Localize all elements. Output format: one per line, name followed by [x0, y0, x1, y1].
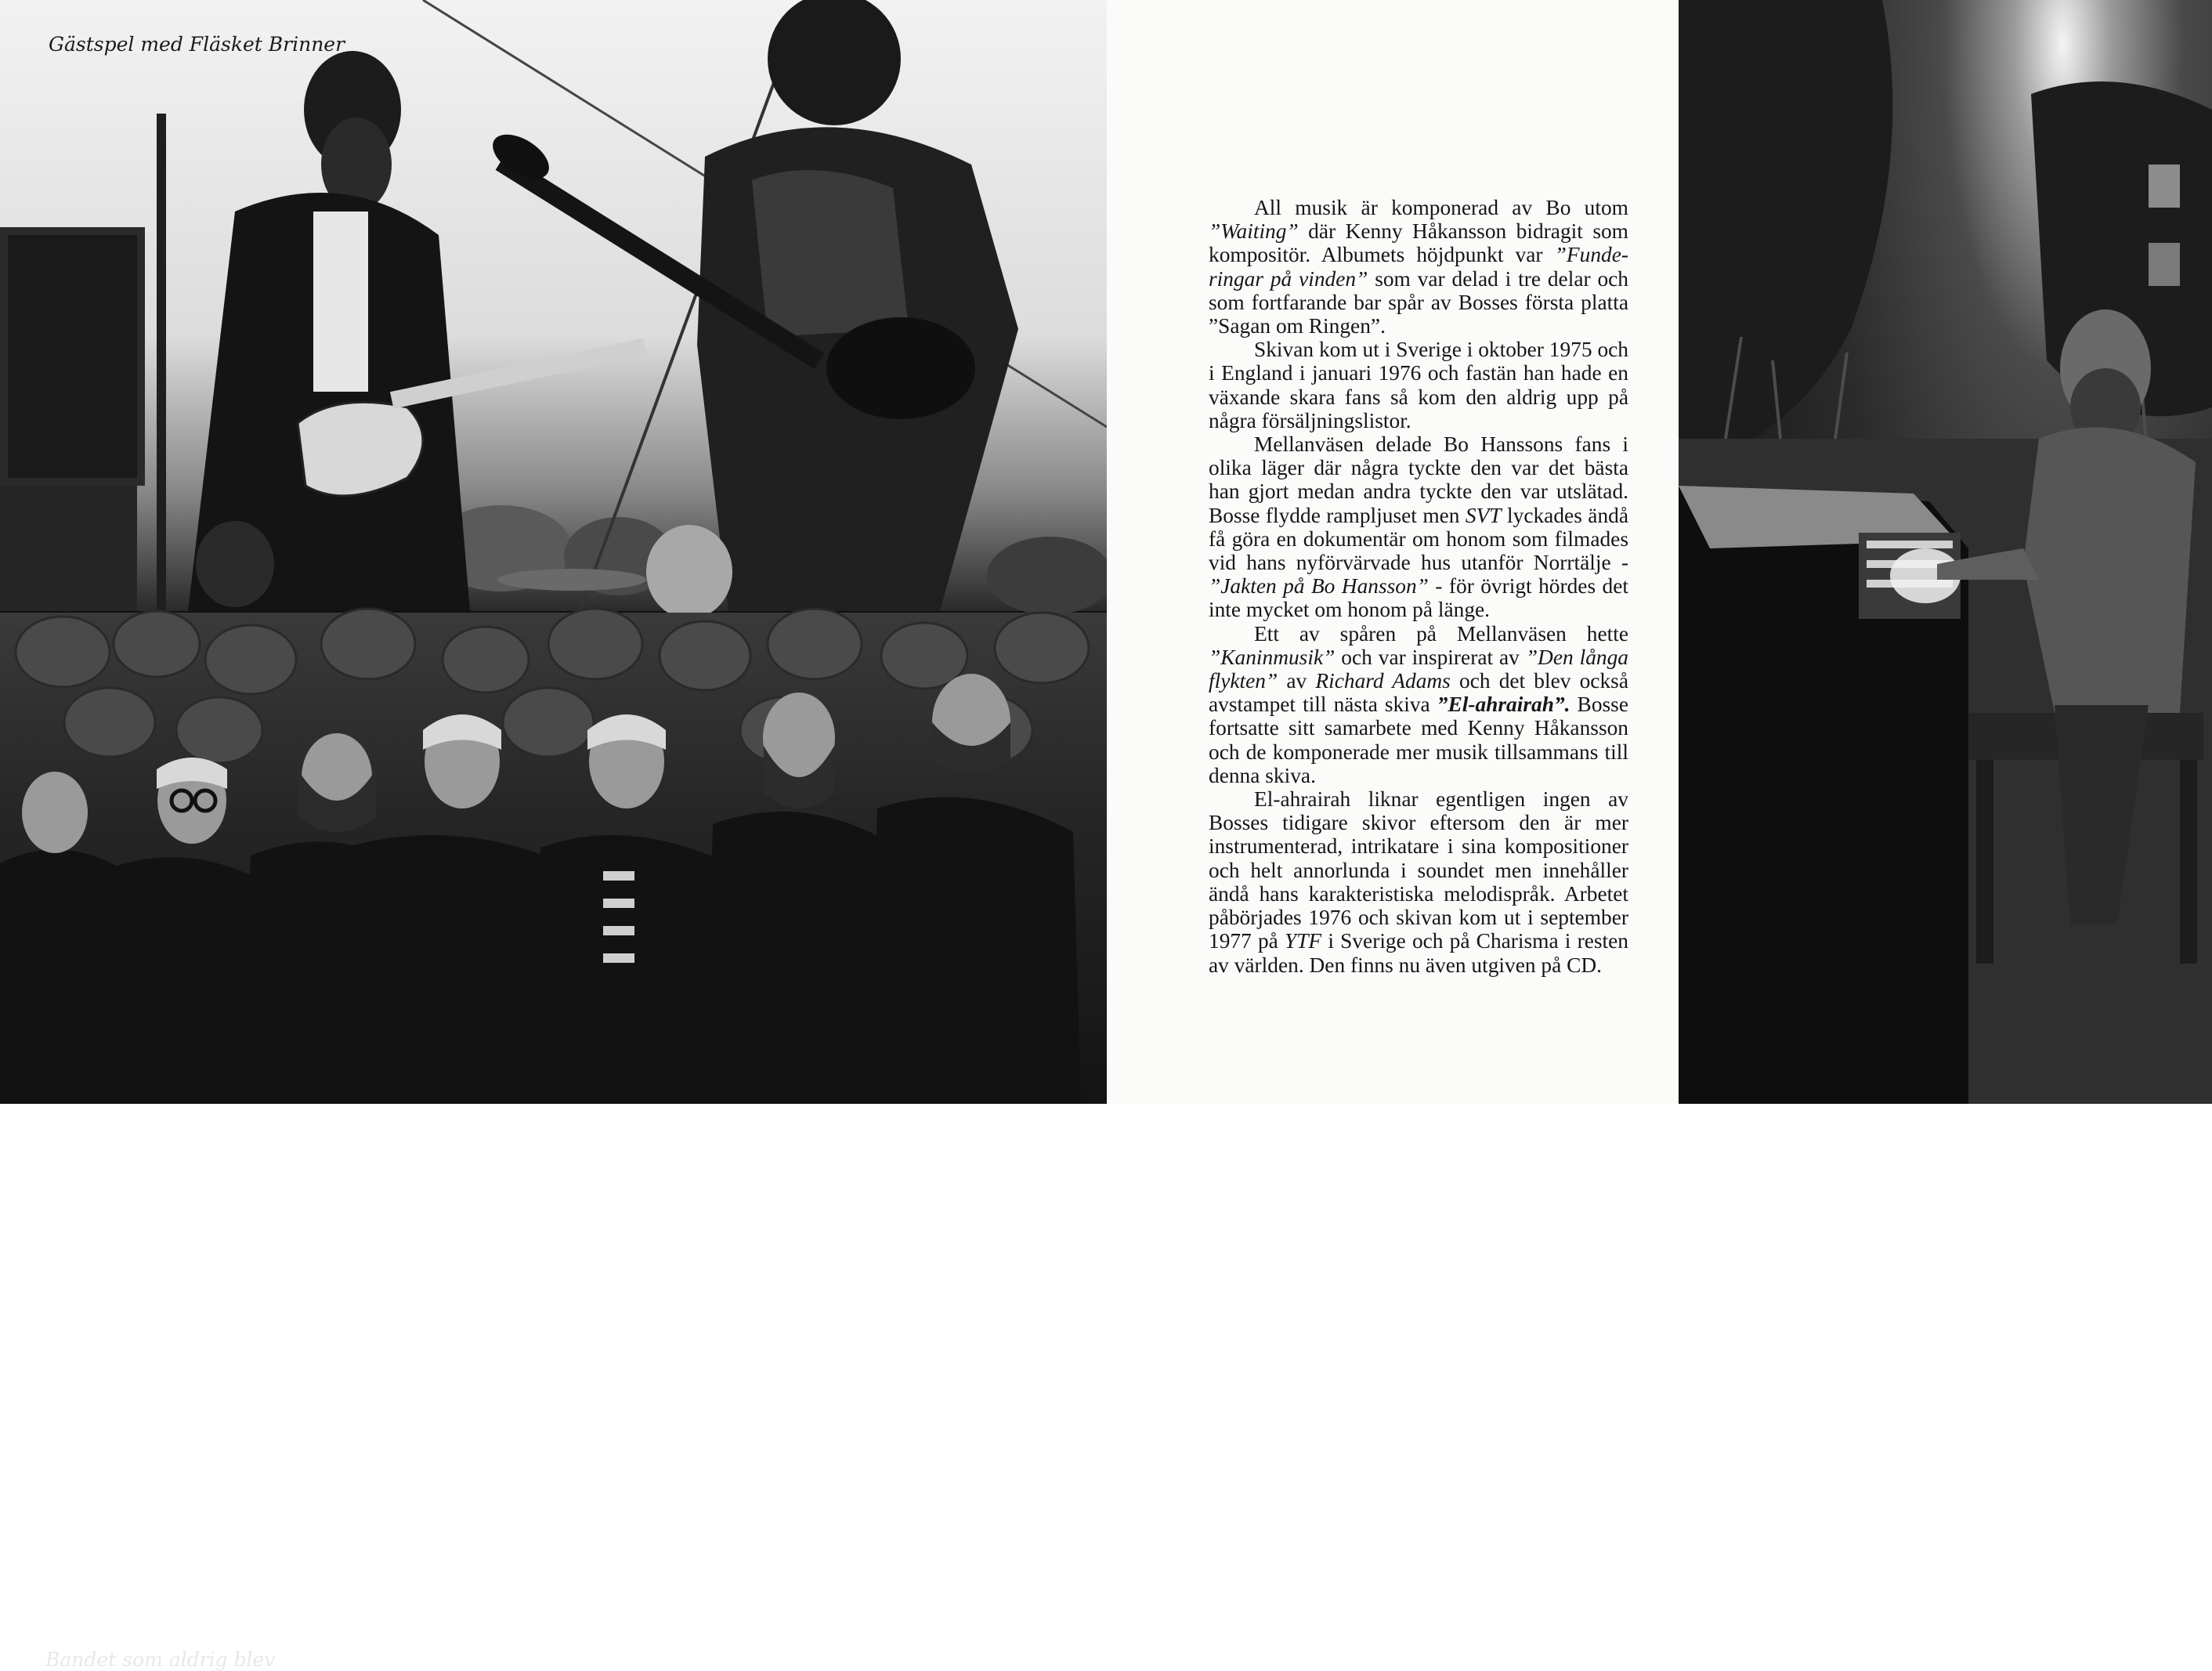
label-name: YTF [1284, 929, 1322, 953]
band-photo-caption: Bandet som aldrig blev [45, 1648, 276, 1671]
paragraph-1 [1209, 196, 1628, 338]
organ-photo [1679, 0, 2212, 1104]
text-run: El-ahrairah liknar egentligen ingen av Bosses tidigare skivor eftersom den är mer instrumenterad, intrikatare i sina kompositioner och helt annorlunda i soundet men innehåller ändå hans karakteristiska melodispråk. Arbetet påbörjades 1976 och skivan kom ut i september 1977 på [1209, 787, 1628, 953]
concert-photo-caption: Gästspel med Fläsket Brinner [49, 33, 345, 56]
text-run: och var inspirerat av [1335, 645, 1526, 669]
text-run: som var delad i tre delar och som fortfarande bar spår av Bosses första platta ”Sagan om Ringen”. [1209, 266, 1628, 338]
author-name: Richard Adams [1315, 669, 1451, 693]
text-run: Ett av spåren på Mellanväsen hette [1254, 621, 1628, 646]
text-run: av [1278, 669, 1316, 693]
text-run: lyckades ändå få göra en dokumentär om honom som filmades vid hans nyförvärvade hus utanför Norrtälje [1209, 503, 1628, 575]
text-run: där Kenny Håkansson bidragit som kompositör. Albumets höjdpunkt var [1209, 219, 1628, 267]
paragraph-3 [1209, 432, 1628, 622]
concert-photo-illustration [0, 0, 1107, 611]
text-page [1107, 0, 1679, 1104]
book-title: ”Den långa flykten” [1209, 645, 1628, 693]
song-title-funderingar: ”Funderingar på vinden” [1209, 243, 1628, 291]
song-title-kaninmusik: ”Kaninmusik” [1209, 645, 1336, 669]
text-run: All musik är komponerad av Bo utom [1254, 196, 1628, 219]
song-title-waiting: ”Waiting” [1209, 219, 1299, 244]
concert-photo [0, 0, 1107, 611]
band-photo [0, 613, 1107, 1671]
organ-photo-illustration [1679, 0, 2212, 1104]
paragraph-4 [1209, 622, 1628, 787]
broadcaster-name: SVT [1465, 503, 1502, 527]
article-body [1209, 196, 1628, 977]
band-photo-illustration [0, 613, 1107, 1104]
paragraph-2: Skivan kom ut i Sverige i oktober 1975 och i England i januari 1976 och fastän han hade en växande skara fans så kom den aldrig upp på några försäljningslistor. [1209, 338, 1628, 432]
text-run: - för övrigt hördes det inte mycket om honom på länge. [1209, 574, 1628, 622]
album-title: ”El-ahrairah”. [1437, 693, 1570, 717]
text-run: i Sverige och på Charisma i resten av världen. Den finns nu även utgiven på CD. [1209, 929, 1628, 977]
text-run: Mellanväsen delade Bo Hanssons fans i olika läger där några tyckte den var det bästa han gjort medan andra tyckte den var utslätad. Bosse flydde rampljuset men [1209, 432, 1628, 527]
text-run: och det blev också avstampet till nästa skiva [1209, 669, 1628, 717]
paragraph-5 [1209, 787, 1628, 977]
text-run: Bosse fortsatte sitt samarbete med Kenny Håkansson och de komponerade mer musik tillsammans till denna skiva. [1209, 693, 1628, 787]
documentary-title: - ”Jakten på Bo Hansson” [1209, 551, 1628, 599]
